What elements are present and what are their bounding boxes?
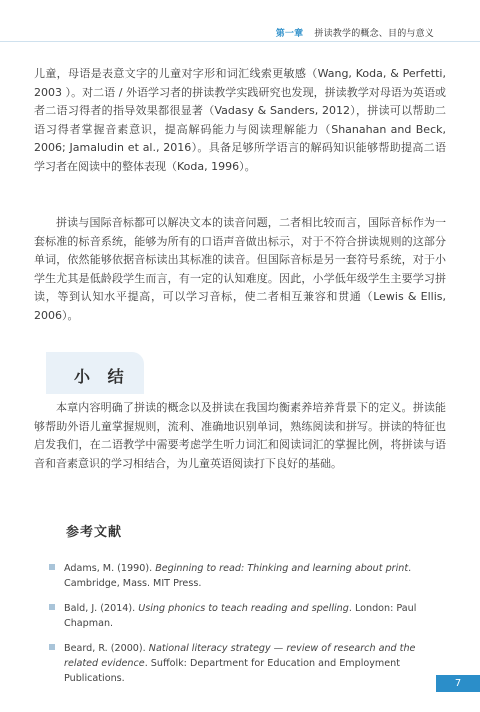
reference-author: Beard, R. (2000). (64, 643, 149, 654)
references-heading: 参考文献 (66, 525, 123, 540)
header-divider (0, 41, 480, 42)
square-bullet-icon (49, 564, 55, 570)
body-paragraph-2: 拼读与国际音标都可以解决文本的读音问题，二者相比较而言，国际音标作为一套标准的标音系统，能够为所有的口语声音做出标示，对于不符合拼读规则的这部分单词，依然能够依据音标读出其标准的读音。但国际音标是另一套符号系统，对于小学生尤其是低龄段学生而言，有一定的认知难度。因此，小学低年级学生主要学习拼读，等到认知水平提高，可以学习音标，使二者相互兼容和贯通（Lewis & Ellis, 2006）。 (34, 216, 446, 322)
square-bullet-icon (49, 604, 55, 610)
reference-publisher: . Suffolk: Department for Education and Employment Publications. (64, 658, 401, 684)
square-bullet-icon (49, 644, 55, 650)
chapter-title: 拼读教学的概念、目的与意义 (314, 29, 434, 39)
chapter-label: 第一章 (275, 29, 304, 39)
reference-item (48, 561, 448, 591)
running-header (276, 26, 434, 39)
reference-publisher: . London: Paul Chapman. (64, 603, 417, 629)
reference-title: Beginning to read: Thinking and learning about print (155, 563, 409, 574)
summary-paragraph: 本章内容明确了拼读的概念以及拼读在我国均衡素养培养背景下的定义。拼读能够帮助外语儿童掌握规则，流利、准确地识别单词，熟练阅读和拼写。拼读的特征也启发我们，在二语教学中需要考虑学生听力词汇和阅读词汇的掌握比例，将拼读与语音和音素意识的学习相结合，为儿童英语阅读打下良好的基础。 (34, 401, 446, 470)
reference-publisher: . Cambridge, Mass. MIT Press. (64, 563, 412, 589)
reference-title: National literacy strategy — review of research and the related evidence (64, 643, 416, 669)
reference-author: Adams, M. (1990). (64, 563, 156, 574)
reference-title: Using phonics to teach reading and spelling (138, 603, 349, 614)
reference-author: Bald, J. (2014). (64, 603, 139, 614)
body-paragraph-1: 儿童，母语是表意文字的儿童对字形和词汇线索更敏感（Wang, Koda, & Perfetti, 2003 ）。对二语 / 外语学习者的拼读教学实践研究也发现，拼读教学对母语为英语或者二语习得者的指导效果都很显著（Vadasy & Sanders, 2012），拼读可以帮助二语习得者掌握音素意识，提高解码能力与阅读理解能力（Shanahan and Beck, 2006; Jamaludin et al., 2016）。具备足够所学语言的解码知识能够帮助提高二语学习者在阅读中的整体表现（Koda, 1996）。 (34, 67, 446, 173)
reference-item (48, 641, 448, 686)
reference-list (48, 561, 448, 696)
reference-item (48, 601, 448, 631)
page-number: 7 (436, 675, 480, 692)
summary-heading: 小 结 (74, 367, 130, 386)
